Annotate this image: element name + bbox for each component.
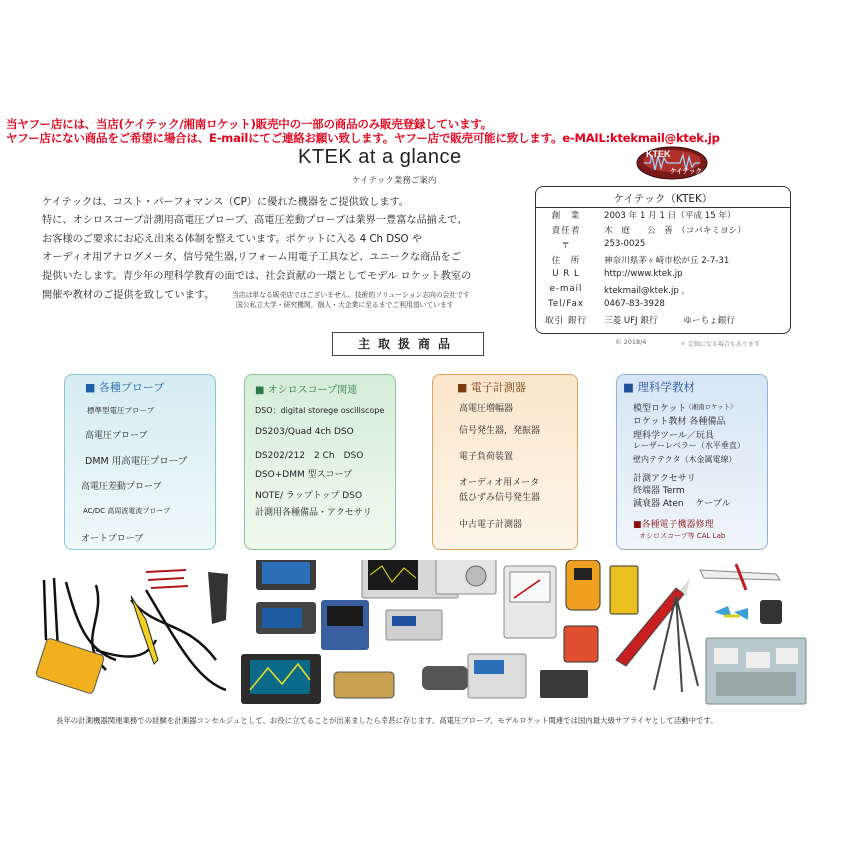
current-probe-image [208, 572, 228, 624]
category-item: DMM 用高電圧プローブ [85, 456, 188, 467]
category-item: 計測アクセサリ [633, 474, 696, 484]
category-probes [64, 374, 216, 550]
intro-line-4: オーディオ用アナログメータ、信号発生器,リフォーム用電子工具など、ユニークな商品をご [42, 252, 461, 263]
ktek-logo [636, 146, 708, 180]
category-item: 高電圧プローブ [85, 431, 148, 441]
category-item: 壁内テテクタ（木金属電線） [633, 455, 737, 464]
info-row-email: e-mail ktekmail@ktek.jp ， [549, 284, 691, 296]
category-item: DS203/Quad 4ch DSO [255, 427, 354, 437]
category-item: DSO+DMM 型スコープ [255, 470, 353, 480]
category-item: オートプローブ [81, 534, 144, 544]
category-item: 終端器 Term [633, 486, 685, 496]
intro-line-3: お客様のご要求にお応え出来る体制を整えています。ポケットに入る 4 Ch DSO や [42, 234, 423, 245]
category-item: 高電圧増幅器 [459, 404, 514, 414]
category-item: レーザーレベラー（水平垂直） [633, 441, 745, 450]
category-item: DSO：digital storege oscillscope [255, 406, 385, 415]
info-row-url: U R L http://www.ktek.jp [552, 269, 683, 279]
category-item: 減衰器 Aten ケーブル [633, 499, 731, 509]
category-item: 信号発生器，発振器 [459, 426, 541, 436]
battery-pack-image [610, 566, 638, 614]
intro-line-6: 開催や教材のご提供を致しています。 [42, 290, 215, 301]
category-title: ■ 理科学教材 [623, 380, 696, 394]
company-name: ケイテック（KTEK） [613, 193, 713, 205]
category-item-repair: ■各種電子機器修理 [633, 520, 714, 530]
page-subtitle: ケイテック業務ご案内 [352, 176, 437, 186]
category-item: 理科学ツール／玩具 [633, 431, 714, 441]
logo-subtext: ケイテック [670, 167, 703, 175]
section-heading: 主取扱商品 [332, 332, 484, 356]
category-title: ■ オシロスコープ関連 [255, 385, 358, 396]
attenuator-image [422, 666, 468, 690]
category-item: （湘南ロケット） [685, 403, 737, 411]
category-item: オーディオ用メータ [459, 478, 540, 488]
category-item: NOTE/ ラップトップ DSO [255, 491, 363, 501]
footer-text: 長年の計測機器関連業務での経験を計測器コンセルジュとして、お役に立てることが出来ましたら幸甚に存じます。高電圧プローブ、モデルロケット関連では国内最大級サプライヤとして活動中です。 [56, 716, 718, 725]
intro-note-1: 当店は単なる販売店ではございません。技術的ソリューション志向の会社です [232, 291, 470, 299]
info-row-bank: 取引 銀行 三菱 UFJ 銀行 ゆーちょ銀行 [544, 316, 735, 326]
wall-detector-image [566, 560, 600, 610]
product-photo-collage [36, 560, 816, 710]
category-science [616, 374, 768, 550]
company-divider [536, 207, 790, 208]
category-title: ■ 電子計測器 [457, 381, 526, 394]
logo-text: KTEK [646, 149, 671, 159]
category-item: DS202/212 2 Ch DSO [255, 451, 364, 461]
category-item: 模型ロケット [633, 404, 687, 414]
notice-line-1: 当ヤフー店には、当店(ケイテック/湘南ロケット)販売中の一部の商品のみ販売登録しています。 [6, 117, 493, 131]
info-row-manager: 責任者 木 庭 公 善 （コバキミヨシ） [551, 226, 746, 236]
intro-line-1: ケイテックは、コスト・パーフォマンス（CP）に優れた機器をご提供致します。 [42, 197, 409, 208]
rc-controller-image [760, 600, 782, 624]
category-title: ■ 各種プローブ [85, 381, 165, 394]
red-cables-image [146, 570, 188, 588]
category-item: オシロスコープ等 CAL Lab [639, 532, 726, 540]
toy-planes-image [714, 606, 748, 620]
intro-line-5: 提供いたします。青少年の理科学教育の面では、社会貢献の一環としてモデル ロケット教室の [42, 271, 472, 282]
info-row-postal: 〒 253-0025 [561, 239, 646, 251]
info-row-address: 住 所 神奈川県茅ヶ崎市松が丘 2-7-31 [551, 256, 730, 266]
category-item: 計測用各種備品・アクセサリ [255, 508, 372, 518]
page-title: KTEK at a glance [298, 146, 462, 168]
intro-note-2: 国公私立大学・研究機関，個人・大企業に至るまでご利用頂いています [236, 301, 454, 309]
date-note: © 2018/4 [615, 338, 647, 346]
category-item: 高電圧差動プローブ [81, 482, 162, 492]
category-item: ロケット教材 各種備品 [633, 417, 726, 427]
bnc-connector-image [334, 672, 394, 698]
intro-line-2: 特に、オシロスコープ計測用高電圧プローブ、高電圧差動プローブは業界一豊富な品揃えで、 [42, 215, 468, 226]
category-item: AC/DC 高周波電流プローブ [83, 507, 171, 515]
category-instruments [432, 374, 578, 550]
price-note: ＊ 定価になる場合もあります [680, 341, 760, 348]
category-oscilloscope [244, 374, 396, 550]
company-info-box [535, 186, 791, 334]
category-item: 標準型電圧プローブ [87, 406, 155, 415]
category-item: 低ひずみ信号発生器 [459, 493, 541, 503]
category-item: 電子負荷装置 [459, 452, 514, 462]
info-row-founded: 創 業 2003 年 1 月 1 日（平成 15 年） [551, 211, 736, 221]
notice-line-2: ヤフー店にない商品をご希望に場合は、E-mailにてご連絡お願い致します。ヤフー店で販売可能に致します。e-MAIL:ktekmail@ktek.jp [6, 131, 720, 145]
power-supply-image [540, 670, 588, 698]
laser-level-image [564, 626, 598, 662]
info-row-tel: Tel/Fax 0467-83-3928 [548, 299, 665, 309]
category-item: 中古電子計測器 [459, 520, 523, 530]
